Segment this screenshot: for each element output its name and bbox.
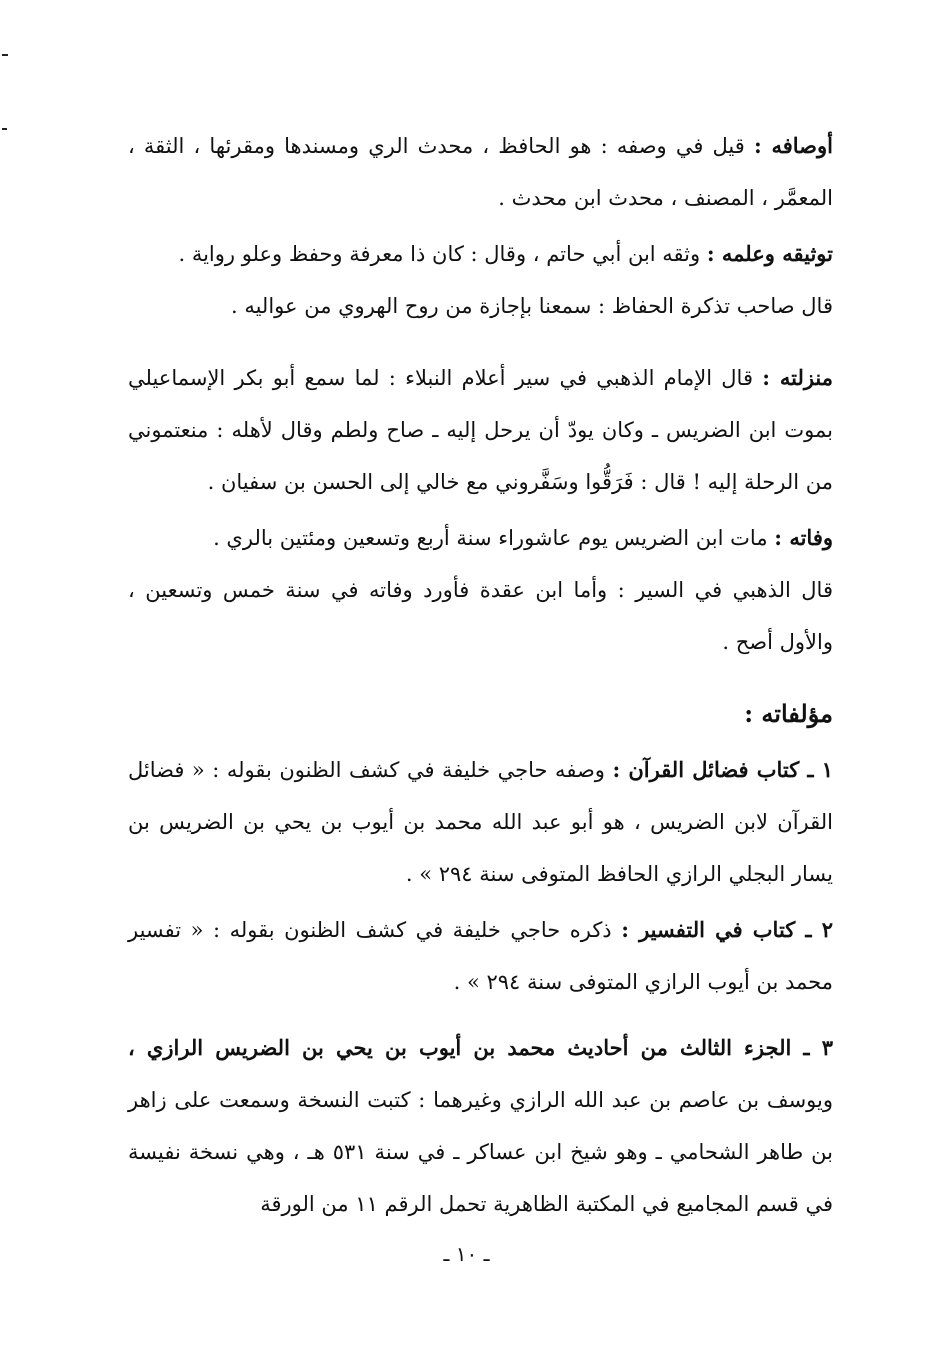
page-body [128, 120, 833, 1230]
text-death: مات ابن الضريس يوم عاشوراء سنة أربع وتسعين ومئتين بالري . [213, 526, 775, 550]
text-dhahabi: قال الذهبي في السير : وأما ابن عقدة فأورد وفاته في سنة خمس وتسعين ، والأول أصح . [128, 578, 833, 654]
work-label-1: ١ ـ كتاب فضائل القرآن : [612, 757, 833, 782]
paragraph-status [128, 352, 833, 508]
text-status: قال الإمام الذهبي في سير أعلام النبلاء : لما سمع أبو بكر الإسماعيلي بموت ابن الضريس ـ وكان يودّ أن يرحل إليه ـ صاح ولطم وقال لأهله : منعتموني من الرحلة إليه ! قال : فَرَقُّوا وسَفَّروني مع خالي إلى الحسن بن سفيان . [128, 366, 833, 494]
scan-mark-top [2, 54, 8, 56]
paragraph-tadhkira [128, 280, 833, 332]
label-status: منزلته : [762, 365, 834, 390]
work-text-1: وصفه حاجي خليفة في كشف الظنون بقوله : « فضائل القرآن لابن الضريس ، هو أبو عبد الله محمد بن أيوب بن يحي بن الضريس بن يسار البجلي الرازي الحافظ المتوفى سنة ٢٩٤ » . [128, 758, 833, 886]
paragraph-reliability [128, 228, 833, 280]
work-label-2: ٢ ـ كتاب في التفسير : [621, 917, 834, 942]
label-death: وفاته : [774, 525, 833, 550]
text-descriptions: قيل في وصفه : هو الحافظ ، محدث الري ومسندها ومقرئها ، الثقة ، المعمَّر ، المصنف ، محدث ابن محدث . [128, 134, 833, 210]
paragraph-dhahabi [128, 564, 833, 668]
paragraph-descriptions [128, 120, 833, 224]
work-item-2 [128, 904, 833, 1008]
work-label-3: ٣ ـ الجزء الثالث من أحاديث محمد بن أيوب بن يحي بن الضريس الرازي ، [128, 1035, 833, 1060]
text-tadhkira: قال صاحب تذكرة الحفاظ : سمعنا بإجازة من روح الهروي من عواليه . [230, 294, 833, 318]
work-item-3 [128, 1022, 833, 1230]
page-number: ـ ١٠ ـ [443, 1242, 490, 1266]
work-text-2: ذكره حاجي خليفة في كشف الظنون بقوله : « تفسير محمد بن أيوب الرازي المتوفى سنة ٢٩٤ » . [128, 918, 833, 994]
text-reliability: وثقه ابن أبي حاتم ، وقال : كان ذا معرفة وحفظ وعلو رواية . [178, 242, 707, 266]
paragraph-death [128, 512, 833, 564]
scan-mark-bottom [2, 128, 7, 130]
label-descriptions: أوصافه : [753, 133, 833, 158]
work-item-1 [128, 744, 833, 900]
label-reliability: توثيقه وعلمه : [706, 241, 833, 266]
work-text-3: ويوسف بن عاصم بن عبد الله الرازي وغيرهما : كتبت النسخة وسمعت على زاهر بن طاهر الشحامي ـ وهو شيخ ابن عساكر ـ في سنة ٥٣١ هـ ، وهي نسخة نفيسة في قسم المجاميع في المكتبة الظاهرية تحمل الرقم ١١ من الورقة [128, 1088, 833, 1216]
works-heading: مؤلفاته : [744, 699, 833, 728]
